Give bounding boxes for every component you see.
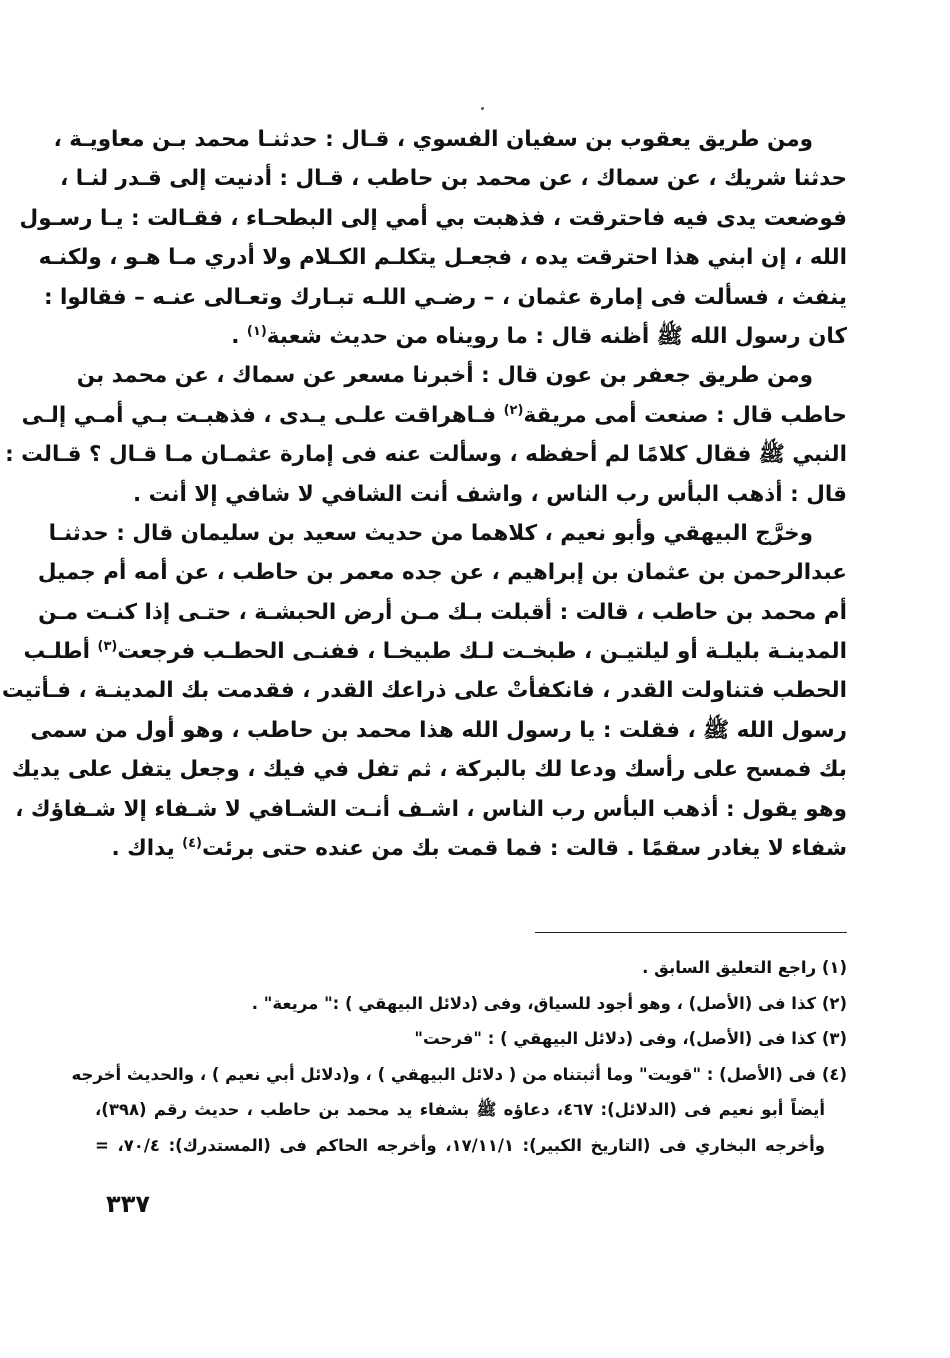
footnote-1: (١) راجع التعليق السابق . (642, 958, 847, 977)
text-line (21, 396, 847, 435)
footnote-3: (٣) كذا فى (الأصل)، وفى (دلائل البيهقي ) : "فرحت" (414, 1029, 847, 1048)
text-line: الحطب فتناولت القدر ، فانكفأتْ على ذراعك القدر ، فقدمت بك المدينـة ، فـأتيت (1, 678, 847, 704)
text-line: رسول الله ﷺ ، فقلت : يا رسول الله هذا محمد بن حاطب ، وهو أول من سمى (30, 717, 847, 743)
footnotes (71, 950, 847, 1163)
footnote-4: (٤) فى (الأصل) : "قويت" وما أثبتناه من ( دلائل البيهقي ) ، و(دلائل أبي نعيم ) ، والحديث أخرجه (71, 1064, 847, 1084)
text-line (23, 632, 847, 671)
text-line: حدثنا شريك ، عن سماك ، عن محمد بن حاطب ، قـال : أدنيت إلى قـدر لنـا ، (60, 166, 847, 192)
text-line-body: شفاء لا يغادر سقمًا . قالت : فما قمت بك من عنده حتى برئت (202, 836, 847, 862)
text-line: ينفث ، فسألت فى إمارة عثمان ، – رضـي اللـه تبـارك وتعـالى عنـه – فقالوا : (43, 284, 847, 310)
text-line: ومن طريق جعفر بن عون قال : أخبرنا مسعر عن سماك ، عن محمد بن (76, 363, 813, 389)
text-line: بك فمسح على رأسك ودعا لك بالبركة ، ثم تفل في فيك ، وجعل يتفل على يديك (11, 757, 847, 783)
text-line-tail: فـاهراقت علـى يـدى ، فذهبـت بـي أمـي إلـى (21, 402, 504, 428)
footnote-4-continued: أيضاً أبو نعيم فى (الدلائل): ٤٦٧، دعاؤه ﷺ بشفاء يد محمد بن حاطب ، حديث رقم (٣٩٨)، (95, 1100, 825, 1119)
footnote-ref-3: (٣) (97, 638, 118, 654)
footnote-ref-4: (٤) (182, 835, 202, 851)
footnote-2: (٢) كذا فى (الأصل) ، وهو أجود للسياق، وفى (دلائل البيهقي ) :" مريعة" . (251, 993, 847, 1013)
text-line-tail: أطلـب (23, 639, 98, 665)
text-line: فوضعت يدى فيه فاحترقت ، فذهبت بي أمي إلى البطحـاء ، فقـالت : يـا رسـول (19, 205, 847, 231)
text-line (95, 317, 847, 356)
text-line (95, 829, 847, 868)
text-line-body: حاطب قال : صنعت أمى مريقة (523, 402, 847, 428)
footnote-4-continued: وأخرجه البخاري فى (التاريخ الكبير): ١٧/١١/١، وأخرجه الحاكم فى (المستدرك): ٧٠/٤، = (95, 1135, 825, 1155)
text-line: الله ، إن ابني هذا احترقت يده ، فجعـل يتكلـم الكـلام ولا أدري مـا هـو ، ولكنـه (38, 245, 847, 271)
text-line: وهو يقول : أذهب البأس رب الناس ، اشـف أنـت الشـافي لا شـفاء إلا شـفاؤك ، (15, 796, 847, 822)
text-line-body: كان رسول الله ﷺ أظنه قال : ما رويناه من حديث شعبة (266, 323, 847, 349)
scan-speck (481, 107, 484, 110)
text-line: أم محمد بن حاطب ، قالت : أقبلت بـك مـن أرض الحبشـة ، حتـى إذا كنـت مـن (38, 599, 847, 625)
footnote-ref-1: (١) (246, 323, 267, 339)
footnote-divider (535, 932, 847, 933)
text-line-body: المدينـة بليلـة أو ليلتيـن ، طبخـت لـك طبيخـا ، ففنـى الحطـب فرجعت (117, 639, 847, 665)
text-line: ومن طريق يعقوب بن سفيان الفسوي ، قـال : حدثنـا محمد بـن معاويـة ، (53, 127, 813, 152)
text-line-tail: يداك . (111, 836, 183, 862)
text-line: النبي ﷺ فقال كلامًا لم أحفظه ، وسألت عنه فى إمارة عثمـان مـا قـال ؟ قـالت : (5, 442, 847, 468)
footnote-ref-2: (٢) (503, 402, 524, 418)
text-line: عبدالرحمن بن عثمان بن إبراهيم ، عن جده معمر بن حاطب ، عن أمه أم جميل (37, 560, 847, 586)
text-line-tail: . (231, 323, 247, 349)
text-line: وخرَّج البيهقي وأبو نعيم ، كلاهما من حديث سعيد بن سليمان قال : حدثنـا (48, 520, 813, 546)
text-line: قال : أذهب البأس رب الناس ، واشف أنت الشافي لا شافي إلا أنت . (132, 481, 847, 507)
page-number: ٣٣٧ (106, 1190, 150, 1218)
main-body-text (1, 120, 847, 868)
